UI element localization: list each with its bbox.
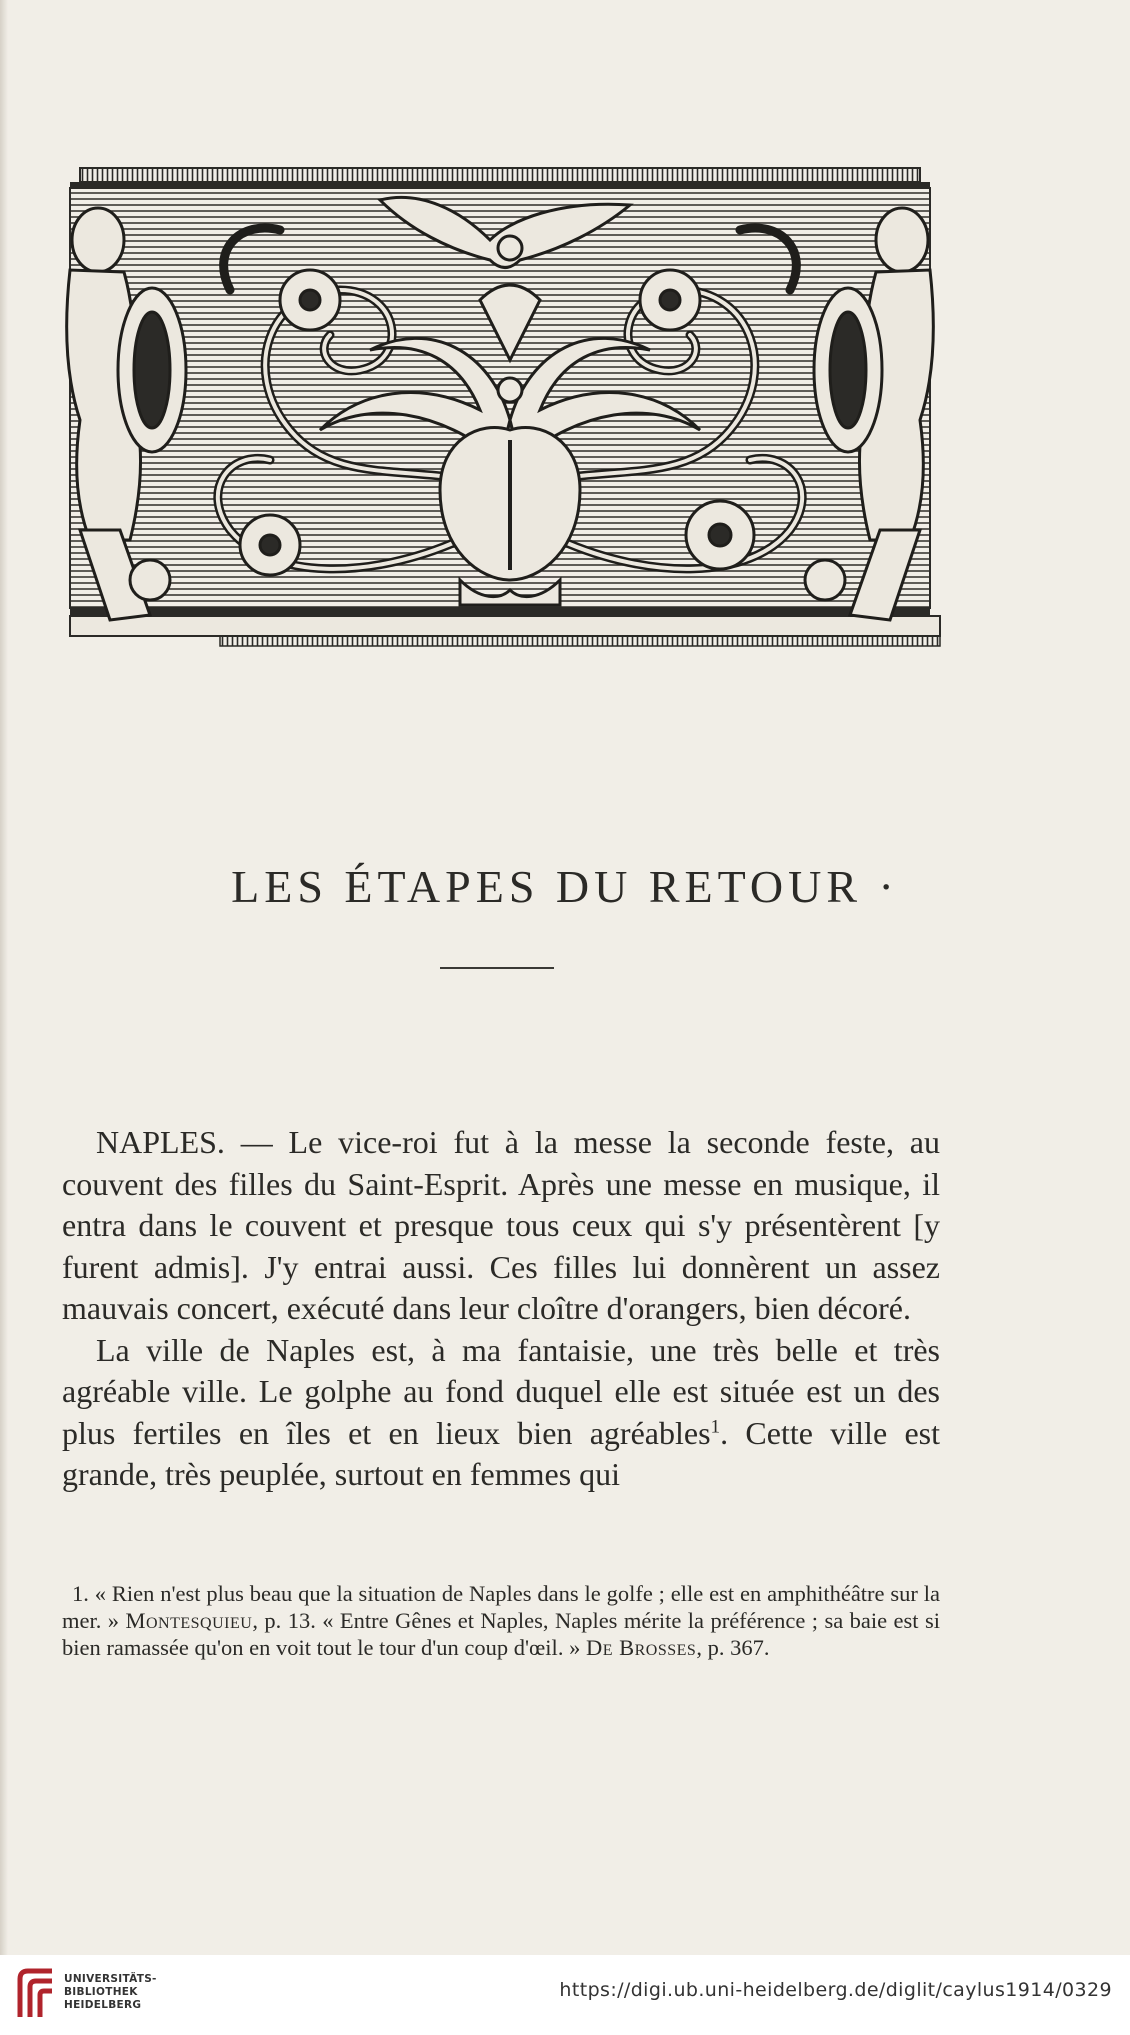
title-divider: [440, 967, 554, 969]
footnote-section: [62, 1580, 940, 1661]
footnote-number: 1.: [72, 1581, 89, 1606]
paragraph-2: [62, 1330, 940, 1496]
library-name: [64, 1973, 157, 2012]
paragraph-2-text-after: . Cette ville est grande, très peuplée, surtout en femmes qui: [62, 1414, 940, 1492]
paragraph-1: [62, 1122, 940, 1330]
library-footer: [0, 1955, 1130, 2035]
main-text: [62, 1122, 940, 1496]
footnote-author-1: Montesquieu: [125, 1608, 253, 1633]
footnote-author-2: De Brosses: [585, 1635, 697, 1660]
chapter-title: LES ÉTAPES DU RETOUR ·: [231, 861, 899, 912]
footnote-reference[interactable]: 1: [710, 1415, 721, 1437]
library-name-line-2: BIBLIOTHEK: [64, 1986, 138, 1998]
university-library-logo-icon: [12, 1965, 60, 2021]
page-edge-shadow: [0, 0, 8, 1955]
footnote-text-2: , p. 13. « Entre Gênes et Naples, Naples mérite la préférence ; sa baie est si bien ramassée qu'on en voit tout le tour d'un coup d'œil. »: [62, 1608, 940, 1660]
footnote-text-1: « Rien n'est plus beau que la situation de Naples dans le golfe ; elle est en amphithéâtre sur la mer. »: [62, 1581, 941, 1633]
footnote-1: [62, 1580, 940, 1661]
footnote-text-3: , p. 367.: [696, 1635, 770, 1660]
paragraph-2-text: La ville de Naples est, à ma fantaisie, une très belle et très agréable ville. Le golphe au fond duquel elle est située est un des plus fertiles en îles et en lieux bien agréables: [62, 1331, 940, 1451]
library-name-line-3: HEIDELBERG: [64, 1999, 142, 2011]
ornamental-casket-illustration: [40, 160, 980, 660]
source-url-link[interactable]: https://digi.ub.uni-heidelberg.de/diglit/caylus1914/0329: [559, 1979, 1112, 2001]
library-name-line-1: UNIVERSITÄTS-: [64, 1973, 157, 1985]
paragraph-1-text: NAPLES. — Le vice-roi fut à la messe la seconde feste, au couvent des filles du Saint-Esprit. Après une messe en musique, il entra dans le couvent et presque tous ceux qui s'y présentèrent [y furent admis]. J'y entrai aussi. Ces filles lui donnèrent un assez mauvais concert, exécuté dans leur cloître d'orangers, bien décoré.: [62, 1124, 940, 1326]
